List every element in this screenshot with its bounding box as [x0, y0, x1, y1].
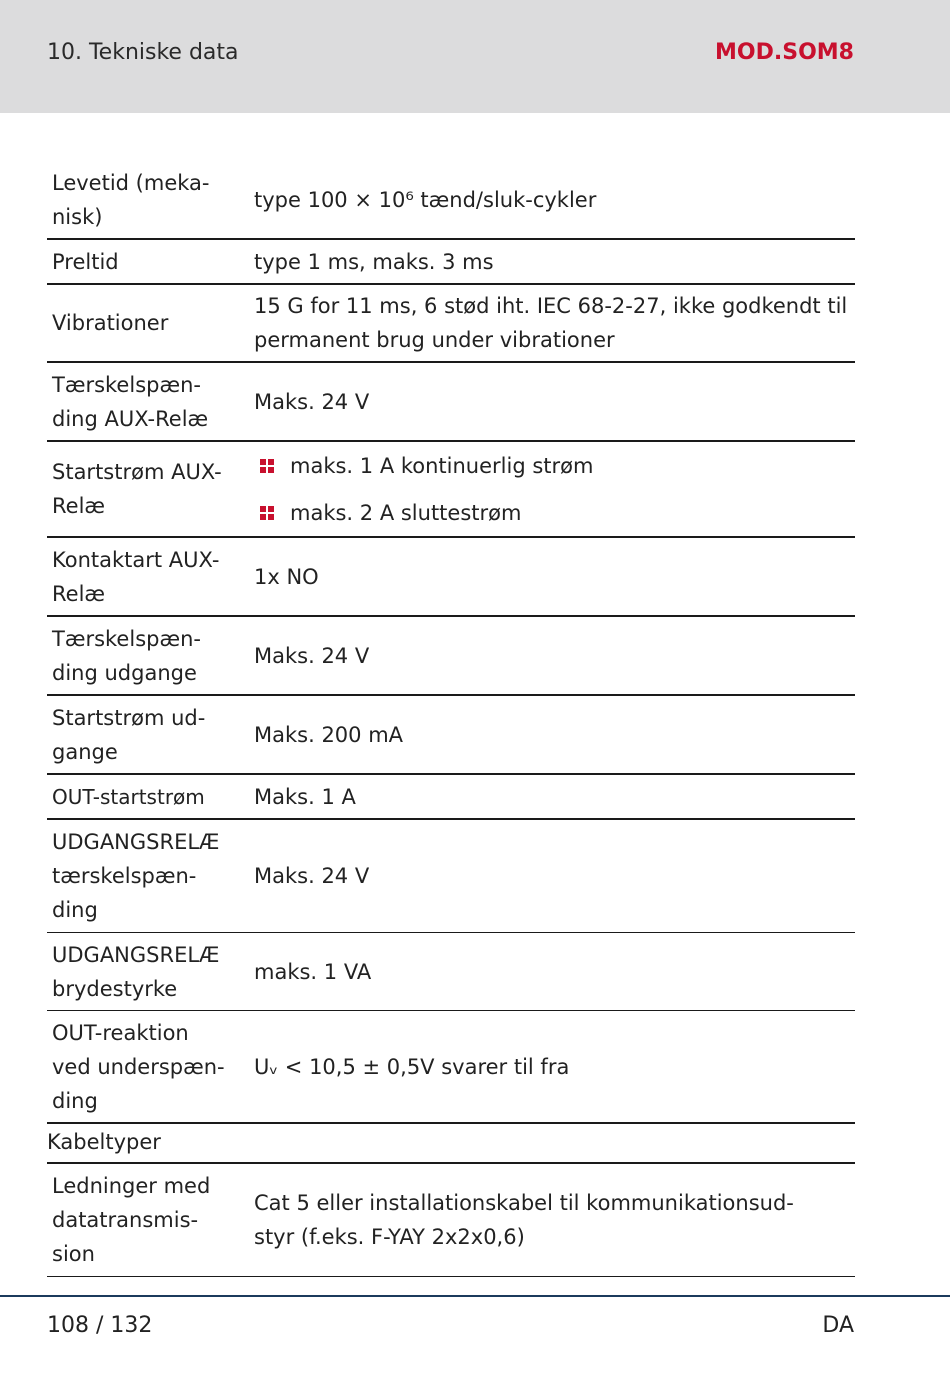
chapter-title: 10. Tekniske data — [47, 40, 239, 65]
table-row — [47, 933, 855, 1011]
product-name: MOD.SOM8 — [715, 40, 854, 65]
row-label: UDGANGSRELÆ brydestyrke — [52, 942, 220, 1001]
row-label: Startstrøm AUX- Relæ — [52, 460, 222, 518]
list-item — [254, 442, 855, 489]
row-label: Preltid — [52, 249, 119, 274]
table-row — [47, 1011, 855, 1124]
table-row — [47, 363, 855, 442]
row-value: 15 G for 11 ms, 6 stød iht. IEC 68-2-27, ikke godkendt til permanent brug under vibrationer — [254, 294, 848, 352]
row-value: Maks. 24 V — [254, 643, 370, 668]
row-value: Maks. 1 A — [254, 784, 356, 809]
row-label: Startstrøm ud- gange — [52, 705, 206, 764]
table-row — [47, 820, 855, 933]
list-item-text: maks. 2 A sluttestrøm — [290, 500, 522, 525]
list-item-text: maks. 1 A kontinuerlig strøm — [290, 453, 594, 478]
table-row — [47, 775, 855, 820]
row-value: Cat 5 eller installationskabel til kommunikationsud- styr (f.eks. F-YAY 2x2x0,6) — [254, 1191, 794, 1249]
row-label: OUT-startstrøm — [52, 784, 205, 809]
list-item — [254, 489, 855, 536]
row-value: type 1 ms, maks. 3 ms — [254, 249, 494, 274]
table-row — [47, 240, 855, 285]
page-number: 108 / 132 — [47, 1313, 153, 1338]
row-value: Uᵥ < 10,5 ± 0,5V svarer til fra — [254, 1054, 570, 1079]
row-label: Tærskelspæn- ding udgange — [52, 626, 201, 685]
row-value: Maks. 24 V — [254, 864, 370, 888]
table-row — [47, 696, 855, 775]
row-value: maks. 1 VA — [254, 959, 372, 984]
footer-divider — [0, 1295, 950, 1297]
row-value: 1x NO — [254, 564, 319, 589]
bullet-icon — [260, 506, 274, 520]
table-row — [47, 442, 855, 538]
section-heading: Kabeltyper — [47, 1130, 161, 1154]
row-value: Maks. 24 V — [254, 389, 370, 414]
row-value — [249, 442, 855, 536]
row-label: Tærskelspæn- ding AUX-Relæ — [52, 372, 209, 431]
row-label: UDGANGSRELÆ tærskelspæn- ding — [52, 830, 220, 922]
row-value: type 100 × 10⁶ tænd/sluk-cykler — [254, 188, 597, 212]
table-row — [47, 617, 855, 696]
table-row — [47, 162, 855, 240]
row-label: OUT-reaktion ved underspæn- ding — [52, 1020, 225, 1113]
spec-table — [47, 162, 855, 1277]
row-value: Maks. 200 mA — [254, 722, 404, 747]
bullet-list — [254, 442, 855, 536]
bullet-icon — [260, 459, 274, 473]
row-label: Vibrationer — [52, 311, 169, 335]
page-header — [0, 0, 950, 113]
table-row — [47, 538, 855, 617]
row-label: Ledninger med datatransmis- sion — [52, 1174, 211, 1266]
row-label: Kontaktart AUX- Relæ — [52, 547, 220, 606]
language-code: DA — [822, 1313, 854, 1338]
section-heading-row — [47, 1124, 855, 1164]
table-row — [47, 285, 855, 363]
table-row — [47, 1164, 855, 1277]
row-label: Levetid (meka- nisk) — [52, 171, 210, 229]
